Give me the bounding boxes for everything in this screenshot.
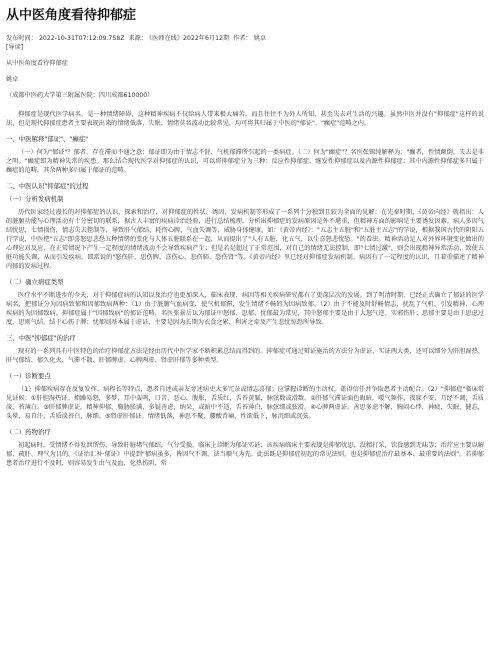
section-1-body: （一）何为"郁证"？郁者，存在滞而不通之意；郁证即为由于情志不舒、气机郁滞所引起的一类病症。（二）何为"癫症"？名医张锡纯解释为："癫者，性情颠倒，失去是非之明。"癫症即为精神失常的疾患。那么结合现代医学对抑郁症的认识，可以将抑郁症分为三种：反应性抑郁症、继发性抑郁症以及内源性抑郁症；其中内源性抑郁症多归属于癫症的范畴，其余两种多归属于郁证的范畴。 — [6, 149, 484, 174]
author-label: 作者： — [233, 35, 252, 42]
article-subtitle: 从中医角度看待抑郁症 — [6, 60, 68, 67]
section-3-body: 现有的一系列具有中医特色的治疗抑郁症方法是经由历代中医学家不断积累总结而得到的。抑郁症可通过辩证施治的方法分为虚证、实证两大类，还可以细分为肝胆湿热、肝气郁结、郁久化火、气滞不散、肝郁脾虚、心脾两虚、肾虚肝郁等多种类型。 — [6, 348, 484, 364]
article-meta — [6, 34, 484, 43]
lead-tag: [导读] — [6, 44, 24, 51]
section-2-heading: 二、中医认识"抑郁症"的过程 — [6, 182, 89, 190]
publish-label: 发布时间： — [6, 35, 37, 42]
author-affiliation: （成都中医药大学第三附属医院；四川成都610000） — [6, 92, 154, 99]
section-2-1-heading: （一）分析发病机制 — [6, 195, 64, 203]
section-2-2-body: 医疗水平不断进步的今天，对于抑郁症病的认知以及治疗也更加深入，临床表现、病因等相关疾病研究都有了更深层次的发展。到了明清时期，已经正式确立了郁证的医学病名，把郁证分为因病致郁和因郁致病两种：（1）由于脏腑气血病变，使气机郁滞，发生情绪不畅的为因病致郁。（2）由于不能及时舒畅情志，扰乱了气机，引发精神、心理疾病的为因郁致病。抑郁症属于"因郁致病"的郁证范畴，名医张景岳认为郁证中怒郁、思郁、忧郁最为常见，其中怒郁主要是由于大怒气逆、实邪伤肝；思郁主要是由于思虑过度，思则气结，结于心伤于脾；忧郁则基本属于虚证，主要是因为长期为衣食之累，利害之牵及产生悲忧惊恐所导致。 — [6, 292, 484, 326]
section-2-1-body: 历代医家经过漫长的对抑郁症的认识、探索和治疗，对抑郁症的性状、诱因、发病机制等形成了一系列十分独到且较为全面的见解：在先秦时期，《黄帝内经》就指出：人的脏腑功能与心理活动有十分密切的联系，据古人丰富的疾病诊治经验，进行总结梳理，分析出抑郁症的发病原因是外不堪重，但精神方面的影响是主要诱发因素。病人多因气结忧思，七情损伤，情志失去控制等，导致肝气郁结，耗伤心脾，气血失调等，威胁身体健康。如：《黄帝内经》："五志主五脏"和"五脏主五志"的学说，根据我国古代的阴阳五行学说，中医把"五志"即喜怒思悲恐五种情绪的变化与人体五脏联系在一起，从而提出了"人有五脏，化五气，以生喜怒悲忧恐。"的看法。精神活动是人对外界环境变化做出的心理应对反应，在正常情况下产生一定程度的情绪波动不会导致疾病产生；但是若是超过了正常范围，对自己的情绪无法控制，即"七情过激"，则会出现精神异常活动，致使五脏功能失调，从而引发疾病，即常说的"怒伤肝、思伤脾、喜伤心、悲伤肺、恐伤肾"等。《黄帝内经》里已经对抑郁症发病机制、病因有了一定程度的认识，且着重描述了精神内郁的发病过程。 — [6, 209, 484, 270]
section-2-2-heading: （二）确立病症类型 — [6, 278, 64, 286]
section-3-1-heading: （一）诊断要点 — [6, 372, 51, 380]
source-name: 《医师在线》2022年6月12期 — [149, 35, 230, 42]
intro-paragraph: 抑郁症是现代医学病名，是一种情绪障碍，这种精神疾病不仅给病人带来极大痛苦，而且往往不为外人所知，甚至失去对生活的兴趣。虽然中医并没有"抑郁症"这样的说法，但是现代抑郁症患者主要表现出来的情绪低落、失眠、情绪莫名波动比较常见，均可将其归属于中医的"郁证"、"癫症"范畴之内。 — [6, 111, 484, 127]
page-title: 从中医角度看待抑郁症 — [6, 8, 137, 23]
section-3-2-heading: （二）药物治疗 — [6, 428, 51, 436]
publish-time: 2022-10-31T07:12:09.758Z — [38, 35, 125, 42]
author-name: 姚卓 — [253, 35, 267, 42]
article-author: 姚卓 — [6, 76, 19, 83]
section-3-2-body: 初起病时，受情绪不得发泄所伤，导致肝脏堵气郁结，气分受损，临床上诊断为郁证实证，该疾病临床主要表现是抑郁忧思，没精打采，饮食感到无味等；治疗应主要以解郁、疏肝、理气为目的。《证治汇补·郁证》中提到"郁病虽多，皆因气不调，法当顺气为先。此法既是抑郁症初起的常见法则，也是抑郁症治疗最基本、最重要的法则"。若抑郁患者治疗进行不及时，则容易发生由气及血，化热伤阴，常 — [6, 442, 484, 467]
source-label: 来源： — [128, 35, 148, 42]
section-1-heading: 一、中医解释"郁证"、"癫症" — [6, 135, 89, 143]
section-3-1-body: （1）抑郁疾病存在反复发作、病程长等特点，患者自述或亲友旁述病史大多冗杂或情志喜郁；应掌握诊断的主动权，盖得信任并争取患者主动配合。（2）"抑郁症"临床常见证候：①肝胆湿热证。烦躁易怒，多梦，耳中轰鸣，口苦，恶心，腹胀，舌质红，舌苔黄腻，脉弦数或滑数。②肝郁气滞证面色晦暗，嗳气频作，夜寐不安，月经不调，舌质淡，苔薄白。③肝郁脾虚证。精神抑郁，胸胁胀满，多疑善虑，纳呆，或暗中不适，舌苔薄白，脉弦细或弦滑。④心脾两虚证。善思多虑不解，胸闷心悸，神疲，失眠，健忘，头晕，易自汗，舌质淡苔白，脉细。⑤肾虚肝郁证。情绪低落，神思不聚，腰酸背痛，性欲低下，脉沉细或沉弦。 — [6, 386, 484, 420]
section-3-heading: 三、中医"抑郁症"的治疗 — [6, 334, 76, 342]
